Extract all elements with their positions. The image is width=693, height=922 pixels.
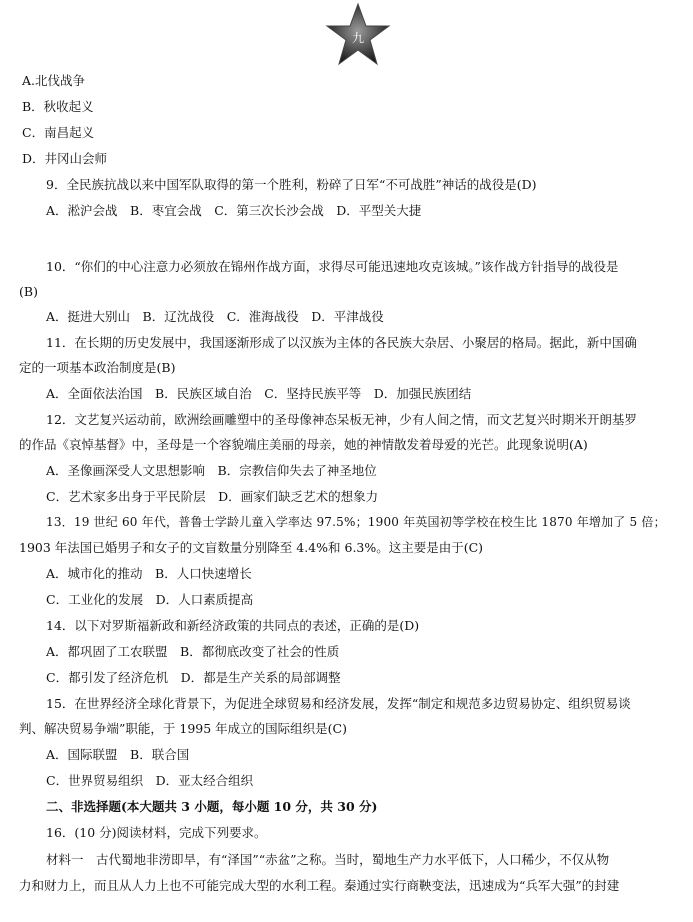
option-line: A.北伐战争 (22, 73, 86, 88)
option-line: D．井冈山会师 (22, 151, 108, 166)
question-line: 13．19 世纪 60 年代，普鲁士学龄儿童入学率达 97.5%；1900 年英国初等学校在校生比 1870 年增加了 5 倍； (46, 515, 666, 529)
question-line: 15．在世界经济全球化背景下，为促进全球贸易和经济发展，发挥“制定和规范多边贸易协定、组织贸易谈 (46, 696, 631, 711)
star-logo-icon (325, 2, 391, 68)
material-line: 材料一 古代蜀地非涝即旱，有“泽国”“赤盆”之称。当时，蜀地生产力水平低下，人口稀少，不仅从物 (46, 852, 610, 867)
option-line: A．都巩固了工农联盟 B．都彻底改变了社会的性质 (46, 644, 340, 659)
question-line: 12．文艺复兴运动前，欧洲绘画雕塑中的圣母像神态呆板无神，少有人间之情，而文艺复兴时期米开朗基罗 (46, 412, 637, 427)
option-line: C．世界贸易组织 D．亚太经合组织 (46, 773, 254, 788)
question-line: 11．在长期的历史发展中，我国逐渐形成了以汉族为主体的各民族大杂居、小聚居的格局。据此，新中国确 (46, 335, 637, 350)
material-line: 力和财力上，而且从人力上也不可能完成大型的水利工程。秦通过实行商鞅变法，迅速成为“兵军大强”的封建 (19, 878, 620, 893)
question-line: 10．“你们的中心注意力必须放在锦州作战方面，求得尽可能迅速地攻克该城。”该作战方针指导的战役是 (46, 259, 619, 274)
question-line: 判、解决贸易争端”职能，于 1995 年成立的国际组织是(C) (19, 721, 347, 736)
question-line: 16．(10 分)阅读材料，完成下列要求。 (46, 825, 267, 840)
option-line: A．挺进大别山 B．辽沈战役 C．淮海战役 D．平津战役 (46, 309, 384, 324)
logo-letter: 九 (351, 31, 365, 45)
option-line: A．全面依法治国 B．民族区域自治 C．坚持民族平等 D．加强民族团结 (46, 386, 472, 401)
question-line: (B) (19, 284, 38, 299)
question-line: 定的一项基本政治制度是(B) (19, 360, 176, 375)
option-line: B．秋收起义 (22, 99, 94, 114)
option-line: C．南昌起义 (22, 125, 95, 140)
question-line: 1903 年法国已婚男子和女子的文盲数量分别降至 4.4%和 6.3%。这主要是由于(C) (19, 540, 484, 555)
question-line: 9．全民族抗战以来中国军队取得的第一个胜利，粉碎了日军“不可战胜”神话的战役是(D) (46, 177, 537, 192)
option-line: A．淞沪会战 B．枣宜会战 C．第三次长沙会战 D．平型关大捷 (46, 203, 422, 218)
option-line: C．都引发了经济危机 D．都是生产关系的局部调整 (46, 670, 341, 685)
option-line: A．城市化的推动 B．人口快速增长 (46, 566, 252, 581)
option-line: A．圣像画深受人文思想影响 B．宗教信仰失去了神圣地位 (46, 463, 377, 478)
option-line: A．国际联盟 B．联合国 (46, 747, 190, 762)
section-heading: 二、非选择题(本大题共 3 小题，每小题 10 分，共 30 分) (46, 799, 378, 814)
question-line: 14．以下对罗斯福新政和新经济政策的共同点的表述，正确的是(D) (46, 618, 420, 633)
option-line: C．工业化的发展 D．人口素质提高 (46, 592, 254, 607)
option-line: C．艺术家多出身于平民阶层 D．画家们缺乏艺术的想象力 (46, 489, 379, 504)
question-line: 的作品《哀悼基督》中，圣母是一个容貌端庄美丽的母亲，她的神情散发着母爱的光芒。此现象说明(A) (19, 437, 588, 452)
